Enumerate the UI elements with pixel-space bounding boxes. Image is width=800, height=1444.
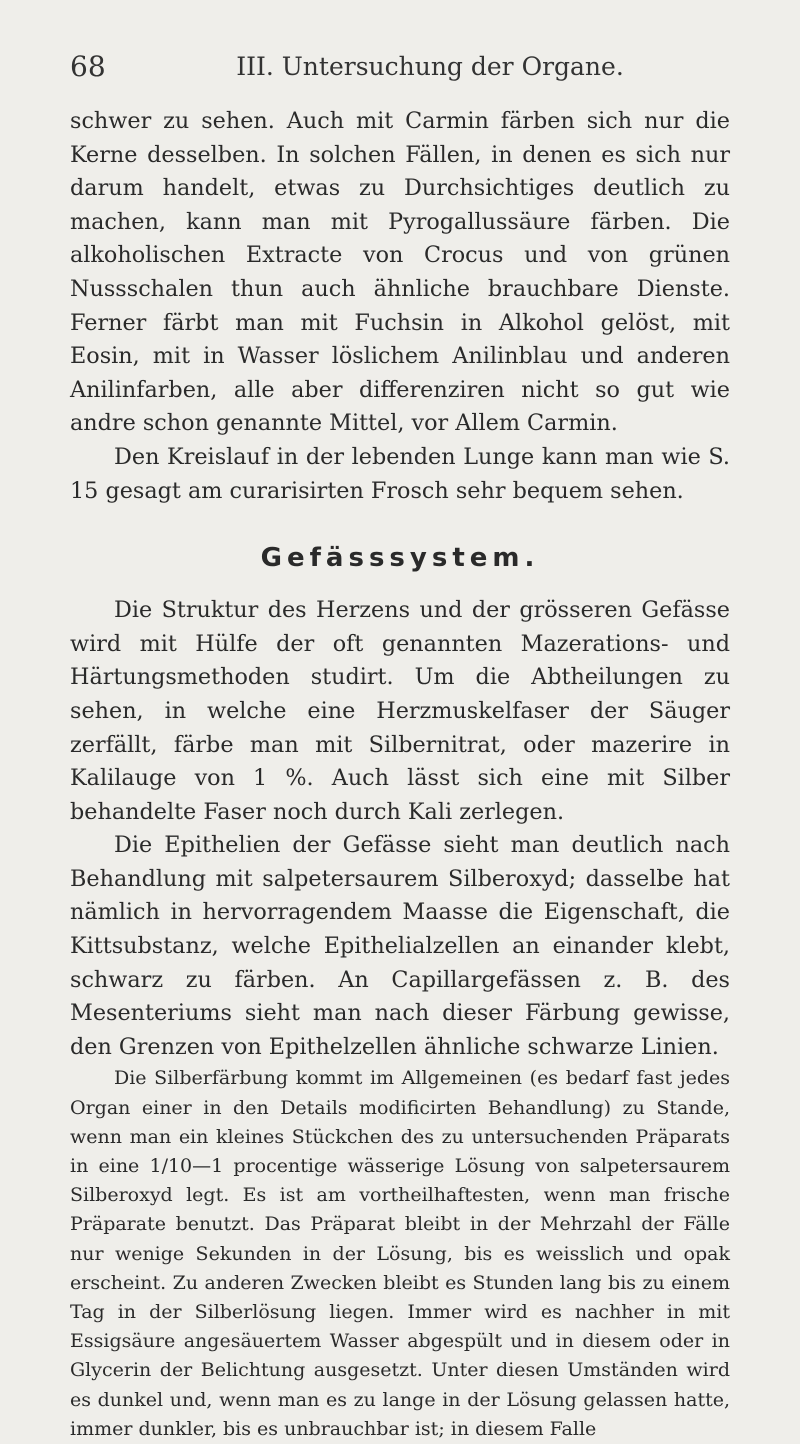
section-heading: Gefässsystem. <box>260 543 540 574</box>
small-print-paragraph: Die Silberfärbung kommt im Allgemeinen (es bedarf fast jedes Organ einer in den Details modificirten Behandlung) zu Stande, wenn man ein kleines Stückchen des zu untersuchenden Präparats in eine 1/10—1 procentige wässerige Lösung von salpetersaurem Silberoxyd legt. Es ist am vortheilhaftesten, wenn man frische Präparate benutzt. Das Präparat bleibt in der Mehrzahl der Fälle nur wenige Sekunden in der Lösung, bis es weisslich und opak erscheint. Zu anderen Zwecken bleibt es Stunden lang bis zu einem Tag in der Silberlösung liegen. Immer wird es nachher in mit Essigsäure angesäuertem Wasser abgespült und in diesem oder in Glycerin der Belichtung ausgesetzt. Unter diesen Umständen wird es dunkel und, wenn man es zu lange in der Lösung gelassen hatte, immer dunkler, bis es unbrauchbar ist; in diesem Falle <box>70 1067 730 1440</box>
page-number: 68 <box>70 50 106 83</box>
page-header <box>70 50 730 90</box>
paragraph: schwer zu sehen. Auch mit Carmin färben sich nur die Kerne desselben. In solchen Fällen, in denen es sich nur darum handelt, etwas zu Durchsichtiges deutlich zu machen, kann man mit Pyrogallussäure färben. Die alkoholischen Extracte von Crocus und von grünen Nussschalen thun auch ähnliche brauchbare Dienste. Ferner färbt man mit Fuchsin in Alkohol gelöst, mit Eosin, mit in Wasser löslichem Anilinblau und anderen Anilinfarben, alle aber differenziren nicht so gut wie andre schon genannte Mittel, vor Allem Carmin. <box>70 108 730 437</box>
paragraph: Den Kreislauf in der lebenden Lunge kann man wie S. 15 gesagt am curarisirten Frosch sehr bequem sehen. <box>70 443 730 504</box>
running-head: III. Untersuchung der Organe. <box>236 52 624 81</box>
page-body <box>70 105 730 1444</box>
paragraph: Die Epithelien der Gefässe sieht man deutlich nach Behandlung mit salpetersaurem Silberoxyd; dasselbe hat nämlich in hervorragendem Maasse die Eigenschaft, die Kittsubstanz, welche Epithelialzellen an einander klebt, schwarz zu färben. An Capillargefässen z. B. des Mesenteriums sieht man nach dieser Färbung gewisse, den Grenzen von Epithelzellen ähnliche schwarze Linien. <box>70 832 730 1060</box>
paragraph: Die Struktur des Herzens und der grösseren Gefässe wird mit Hülfe der oft genannten Mazerations- und Härtungsmethoden studirt. Um die Abtheilungen zu sehen, in welche eine Herzmuskelfaser der Säuger zerfällt, färbe man mit Silbernitrat, oder mazerire in Kalilauge von 1 %. Auch lässt sich eine mit Silber behandelte Faser noch durch Kali zerlegen. <box>70 597 730 825</box>
